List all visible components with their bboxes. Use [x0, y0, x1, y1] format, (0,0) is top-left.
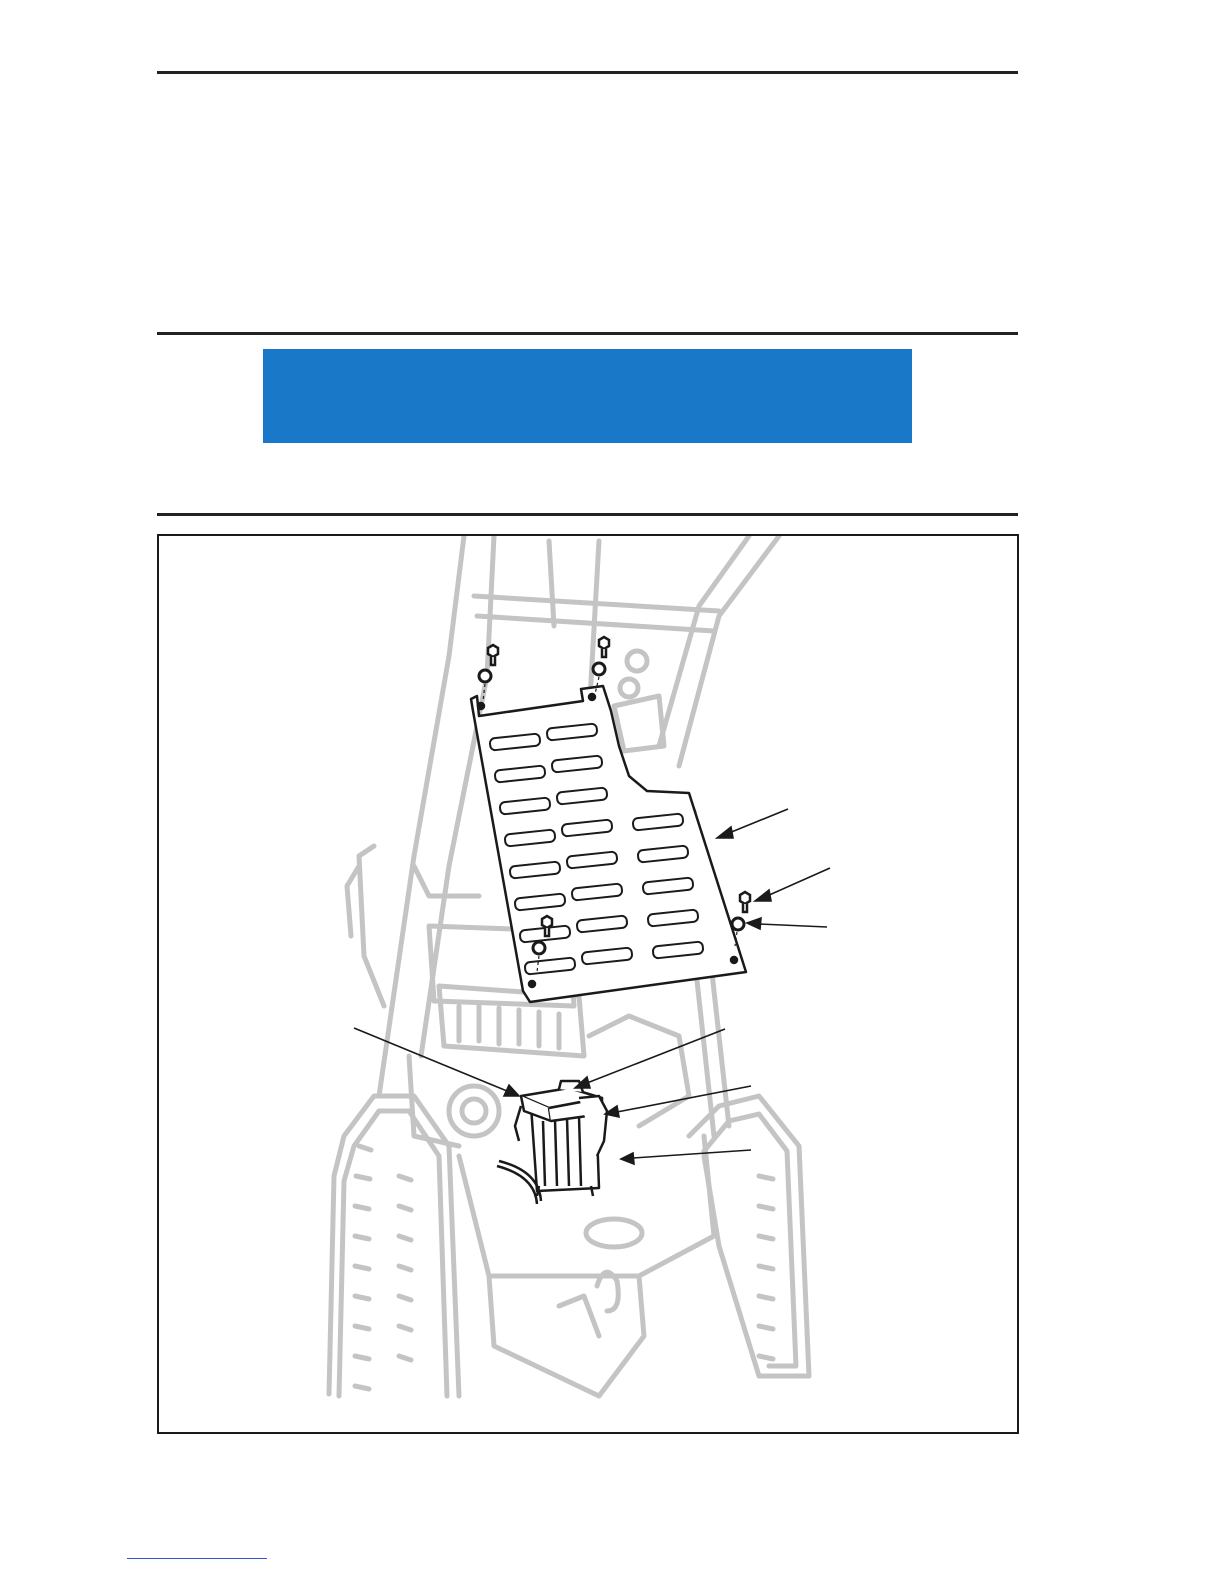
top-rule: [157, 71, 1018, 74]
battery-icon: [515, 1081, 607, 1196]
figure-rule: [157, 513, 1018, 516]
figure-frame: [157, 534, 1019, 1434]
machine-illustration: [159, 536, 1017, 1432]
blue-banner: [263, 349, 912, 443]
section-rule: [157, 332, 1018, 335]
footer-link-underline[interactable]: [127, 1558, 267, 1559]
